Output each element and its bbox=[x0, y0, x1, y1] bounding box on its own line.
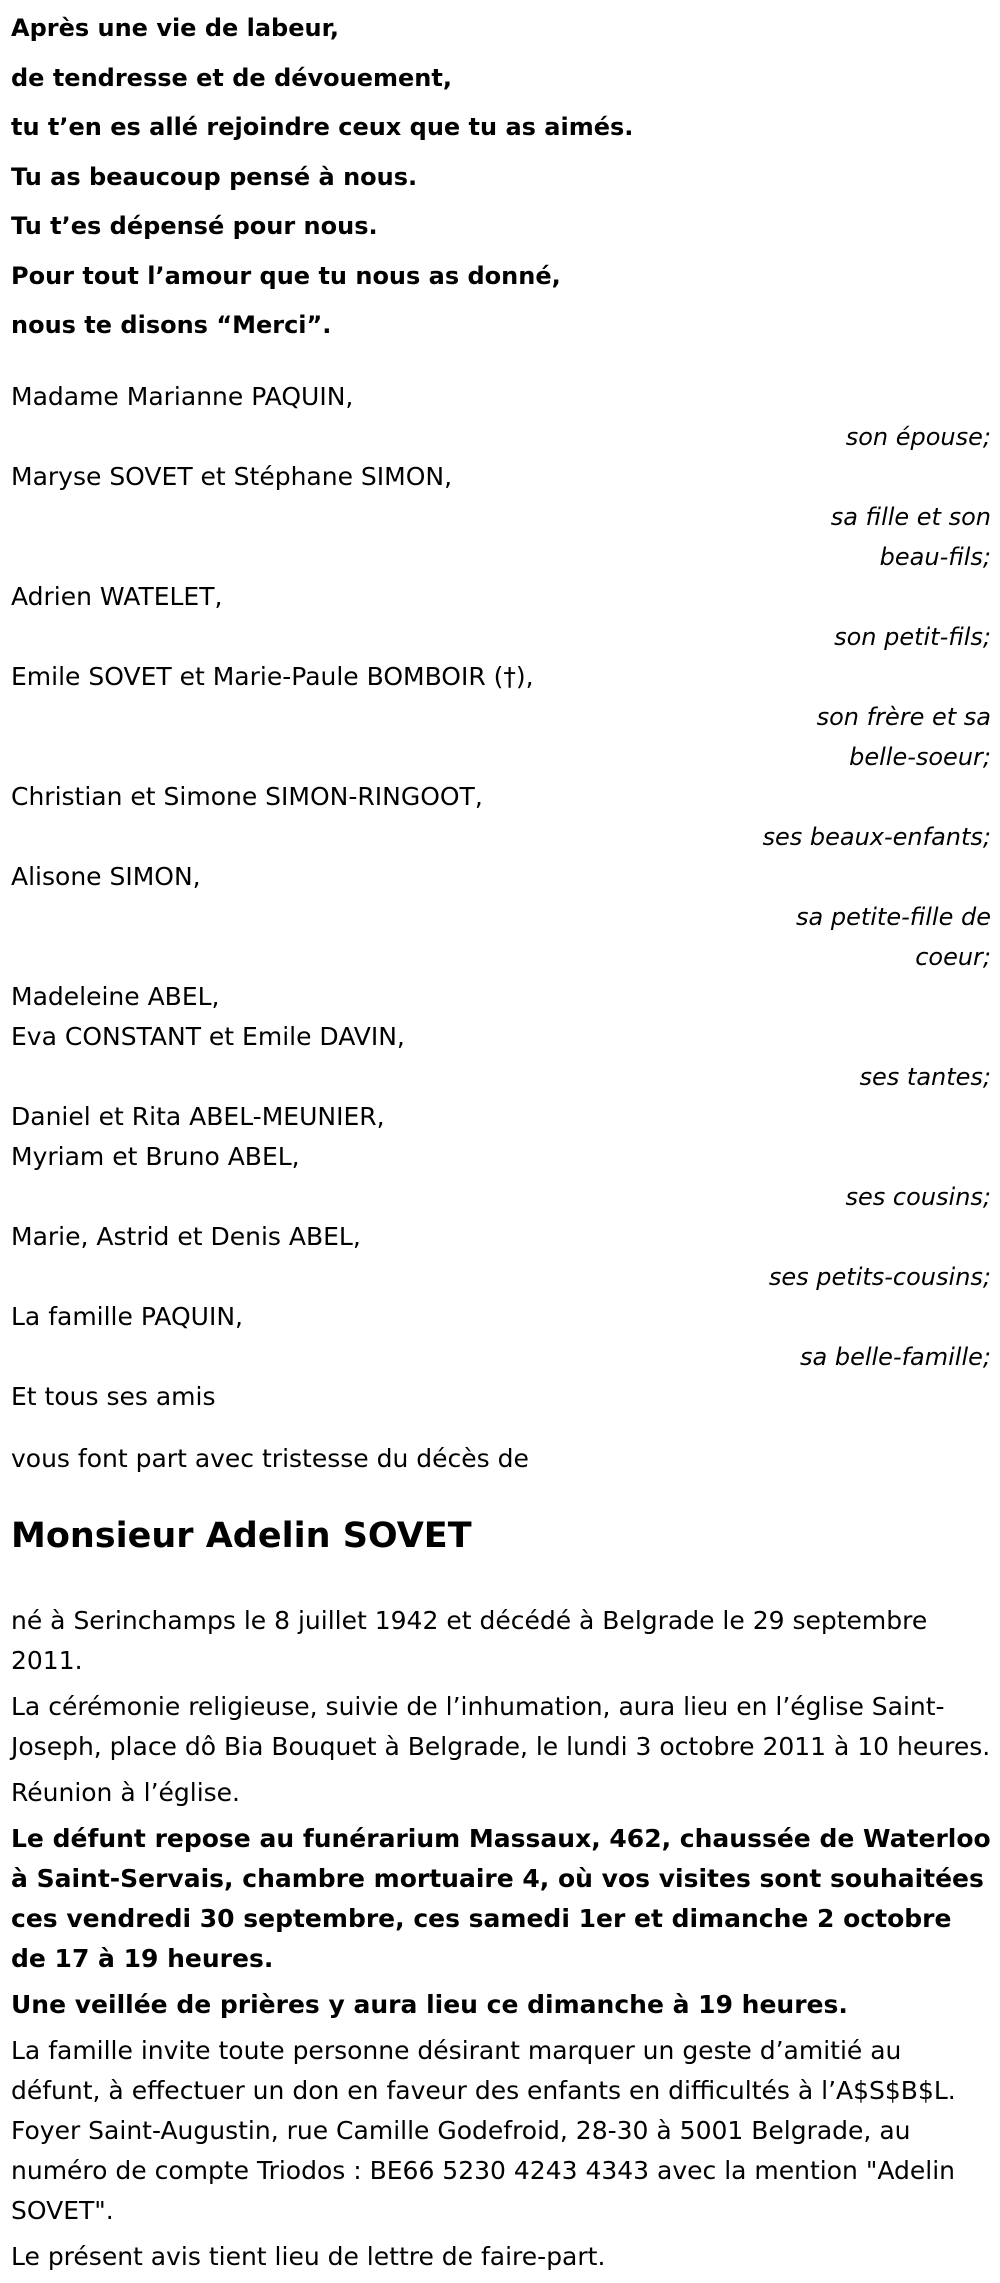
family-names: Daniel et Rita ABEL-MEUNIER, bbox=[11, 1101, 385, 1131]
poem-line: Après une vie de labeur, bbox=[11, 14, 340, 42]
family-relation: ses cousins; bbox=[845, 1182, 991, 1211]
family-entry bbox=[11, 457, 991, 577]
detail-paragraph: Une veillée de prières y aura lieu ce dimanche à 19 heures. bbox=[11, 1989, 848, 2019]
family-names: Madame Marianne PAQUIN, bbox=[11, 381, 354, 411]
family-relation: sa petite-fille de bbox=[796, 902, 991, 931]
family-relation: sa belle-famille; bbox=[800, 1342, 991, 1371]
family-names: La famille PAQUIN, bbox=[11, 1301, 243, 1331]
detail-paragraph: La famille invite toute personne désirant marquer un geste d’amitié au défunt, à effectuer un don en faveur des enfants en difficultés à l’A$S$B$L. Foyer Saint-Augustin, rue Camille Godefroid, 28-30 à 5001 Belgrade, au numéro de compte Triodos : BE66 5230 4243 4343 avec la mention "Adelin SOVET". bbox=[11, 2035, 956, 2225]
family-relation: ses beaux-enfants; bbox=[762, 822, 991, 851]
poem bbox=[11, 0, 991, 351]
deceased-name: Monsieur Adelin SOVET bbox=[11, 1515, 472, 1556]
family-entry bbox=[11, 1097, 991, 1217]
detail-paragraph: né à Serinchamps le 8 juillet 1942 et décédé à Belgrade le 29 septembre 2011. bbox=[11, 1605, 928, 1675]
family-relation: beau-fils; bbox=[879, 542, 991, 571]
family-names: Myriam et Bruno ABEL, bbox=[11, 1141, 300, 1171]
family-relation: belle-soeur; bbox=[849, 742, 991, 771]
family-relation: sa fille et son bbox=[830, 502, 991, 531]
poem-line: de tendresse et de dévouement, bbox=[11, 63, 452, 92]
family-relation: ses tantes; bbox=[859, 1062, 991, 1091]
poem-line: Pour tout l’amour que tu nous as donné, bbox=[11, 261, 561, 290]
details bbox=[11, 1601, 991, 2277]
family-relation: coeur; bbox=[915, 942, 991, 971]
family-entry bbox=[11, 377, 991, 457]
family-relation: ses petits-cousins; bbox=[768, 1262, 991, 1291]
detail-paragraph: Le présent avis tient lieu de lettre de faire-part. bbox=[11, 2241, 606, 2271]
family-names: Christian et Simone SIMON-RINGOOT, bbox=[11, 781, 483, 811]
family-entry bbox=[11, 977, 991, 1097]
family-names: Madeleine ABEL, bbox=[11, 981, 220, 1011]
family-names: Emile SOVET et Marie-Paule BOMBOIR (†), bbox=[11, 661, 534, 691]
family-entry bbox=[11, 1217, 991, 1297]
poem-line: Tu t’es dépensé pour nous. bbox=[11, 212, 378, 240]
obituary-notice bbox=[11, 0, 991, 2283]
family-names: Adrien WATELET, bbox=[11, 581, 223, 611]
family-entry bbox=[11, 1297, 991, 1377]
family-relation: son petit-fils; bbox=[834, 622, 991, 651]
family-entry bbox=[11, 1377, 991, 1417]
family-names: Maryse SOVET et Stéphane SIMON, bbox=[11, 461, 453, 491]
poem-line: nous te disons “Merci”. bbox=[11, 311, 332, 339]
detail-paragraph: La cérémonie religieuse, suivie de l’inhumation, aura lieu en l’église Saint-Joseph, place dô Bia Bouquet à Belgrade, le lundi 3 octobre 2011 à 10 heures. bbox=[11, 1691, 991, 1761]
poem-line: tu t’en es allé rejoindre ceux que tu as aimés. bbox=[11, 113, 634, 141]
family-names: Eva CONSTANT et Emile DAVIN, bbox=[11, 1021, 405, 1051]
family-entry bbox=[11, 777, 991, 857]
family-names: Et tous ses amis bbox=[11, 1381, 216, 1411]
family-names: Alisone SIMON, bbox=[11, 861, 201, 891]
detail-paragraph: Réunion à l’église. bbox=[11, 1777, 241, 1807]
family-entry bbox=[11, 657, 991, 777]
family-names: Marie, Astrid et Denis ABEL, bbox=[11, 1221, 361, 1251]
announcement: vous font part avec tristesse du décès de bbox=[11, 1443, 529, 1473]
family-entry bbox=[11, 577, 991, 657]
family-relation: son épouse; bbox=[845, 422, 991, 451]
family-entry bbox=[11, 857, 991, 977]
family-list bbox=[11, 377, 991, 1417]
detail-paragraph: Le défunt repose au funérarium Massaux, 462, chaussée de Waterloo à Saint-Servais, chambre mortuaire 4, où vos visites sont souhaitées ces vendredi 30 septembre, ces samedi 1er et dimanche 2 octobre de 17 à 19 heures. bbox=[11, 1823, 991, 1973]
family-relation: son frère et sa bbox=[816, 702, 991, 731]
poem-line: Tu as beaucoup pensé à nous. bbox=[11, 162, 418, 191]
